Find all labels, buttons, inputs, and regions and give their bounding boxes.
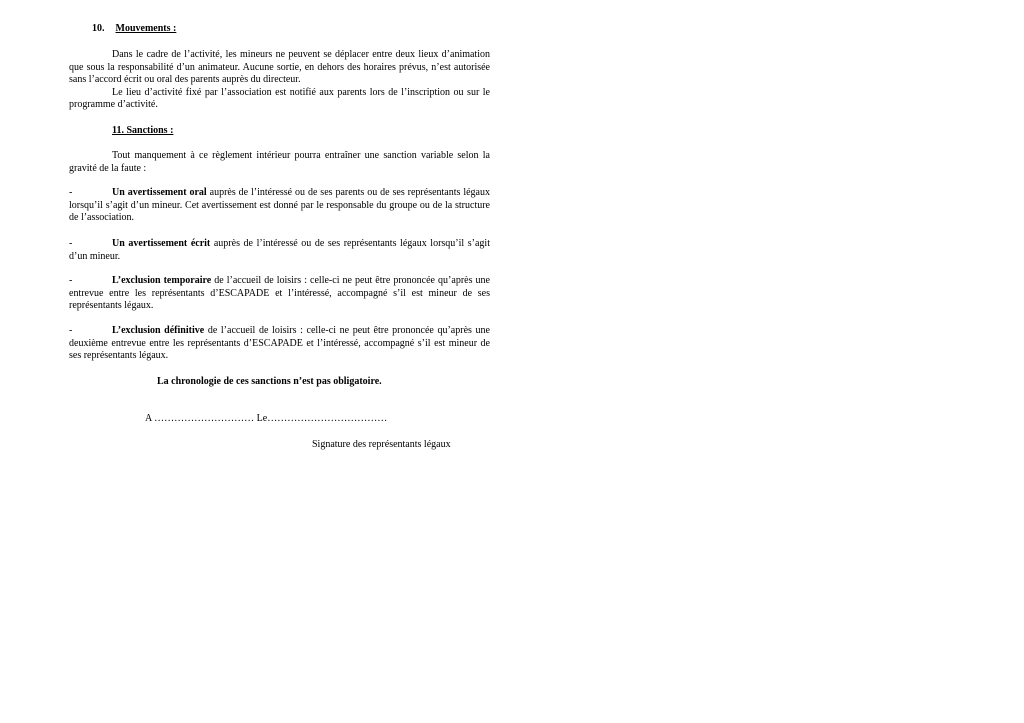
bullet-dash: - bbox=[69, 325, 73, 336]
list-item bbox=[69, 238, 490, 263]
sanction-title: Un avertissement écrit bbox=[112, 238, 211, 249]
section-10-paragraph-1: Dans le cadre de l’activité, les mineurs ne peuvent se déplacer entre deux lieux d’animation que sous la responsabilité d’un animateur. Aucune sortie, en dehors des horaires prévus, n’est autorisée sans l’accord écrit ou oral des parents auprès du directeur. bbox=[69, 49, 490, 86]
section-11-heading bbox=[112, 125, 173, 138]
sanction-text: de l’accueil de loisirs : celle-ci ne peut être prononcée qu’après une entrevue entre les représentants d’ESCAPADE et l’intéressé, accompagné s’il est mineur de ses représentants légaux. bbox=[69, 275, 490, 312]
section-10-paragraph-2: Le lieu d’activité fixé par l’association est notifié aux parents lors de l’inscription ou sur le programme d’activité. bbox=[69, 86, 490, 111]
list-item bbox=[69, 187, 490, 225]
sanction-item-ecrit bbox=[69, 238, 490, 263]
sanction-text: auprès de l’intéressé ou de ses représentants légaux lorsqu’il s’agit d’un mineur. bbox=[69, 238, 490, 262]
sanction-title: L’exclusion définitive bbox=[112, 325, 205, 336]
place-date-line: A ………………………… Le……………………………… bbox=[145, 413, 388, 424]
sanction-title: Un avertissement oral bbox=[112, 187, 207, 198]
section-10-heading bbox=[92, 23, 176, 36]
signature-label: Signature des représentants légaux bbox=[312, 439, 451, 450]
sanction-item-exclusion-definitive bbox=[69, 325, 490, 363]
list-item bbox=[69, 325, 490, 363]
sanction-item-exclusion-temporaire bbox=[69, 275, 490, 313]
section-10-title: Mouvements : bbox=[115, 23, 177, 34]
section-10-body bbox=[69, 49, 490, 112]
section-10-number: 10. bbox=[92, 23, 105, 34]
section-11-intro-block bbox=[69, 150, 490, 175]
sanction-text: auprès de l’intéressé ou de ses parents ou de ses représentants légaux lorsqu’il s’agit d’un mineur. Cet avertissement est donné par le responsable du groupe ou de la structure de l’association. bbox=[69, 187, 490, 224]
list-item bbox=[69, 275, 490, 313]
sanctions-note: La chronologie de ces sanctions n’est pas obligatoire. bbox=[157, 376, 382, 387]
section-11-title: 11. Sanctions : bbox=[112, 125, 174, 136]
sanction-text: de l’accueil de loisirs : celle-ci ne peut être prononcée qu’après une deuxième entrevue entre les représentants d’ESCAPADE et l’intéressé, accompagné s’il est mineur de ses représentants légaux. bbox=[69, 325, 490, 362]
bullet-dash: - bbox=[69, 187, 73, 198]
sanction-item-oral bbox=[69, 187, 490, 225]
bullet-dash: - bbox=[69, 238, 73, 249]
sanction-title: L’exclusion temporaire bbox=[112, 275, 212, 286]
section-11-intro: Tout manquement à ce règlement intérieur pourra entraîner une sanction variable selon la gravité de la faute : bbox=[69, 150, 490, 174]
bullet-dash: - bbox=[69, 275, 73, 286]
